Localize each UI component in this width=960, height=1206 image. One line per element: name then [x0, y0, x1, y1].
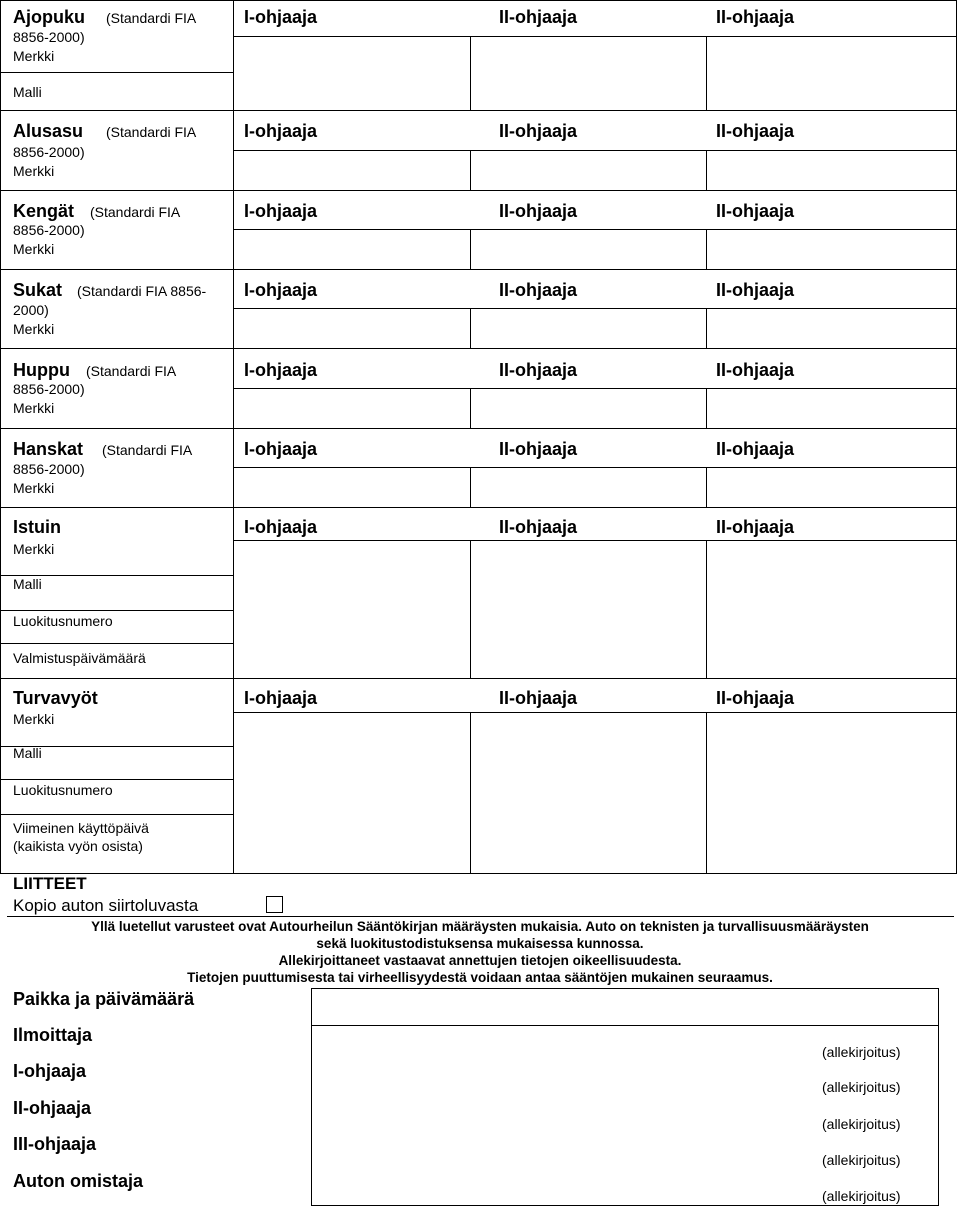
malli-label: Malli	[13, 84, 42, 100]
driver2-header: II-ohjaaja	[499, 360, 578, 380]
place-date-field[interactable]	[312, 989, 938, 1025]
equipment-name: Alusasu	[13, 121, 84, 141]
transfer-copy-checkbox[interactable]	[266, 896, 283, 913]
merkki-label: Merkki	[13, 400, 55, 416]
signer-label-ilmoittaja: Ilmoittaja	[13, 1025, 93, 1045]
standard-note: 8856-2000)	[13, 461, 85, 477]
driver1-header: I-ohjaaja	[244, 280, 318, 300]
standard-note: 2000)	[13, 302, 49, 318]
driver2-header: II-ohjaaja	[499, 517, 578, 537]
signer-label-driver1: I-ohjaaja	[13, 1061, 87, 1081]
signature-hint: (allekirjoitus)	[822, 1079, 901, 1095]
driver2-header: II-ohjaaja	[499, 7, 578, 27]
luokitusnumero-label: Luokitusnumero	[13, 782, 113, 798]
merkki-label: Merkki	[13, 711, 55, 727]
standard-note: (Standardi FIA	[106, 124, 197, 140]
driver2-header: II-ohjaaja	[499, 201, 578, 221]
merkki-label: Merkki	[13, 48, 55, 64]
merkki-label: Merkki	[13, 480, 55, 496]
standard-note: (Standardi FIA	[90, 204, 181, 220]
driver3-header: II-ohjaaja	[716, 517, 795, 537]
merkki-label: Merkki	[13, 541, 55, 557]
signer-label-driver2: II-ohjaaja	[13, 1098, 92, 1118]
driver1-header: I-ohjaaja	[244, 688, 318, 708]
signature-hint: (allekirjoitus)	[822, 1116, 901, 1132]
equipment-name: Hanskat	[13, 439, 84, 459]
driver3-header: II-ohjaaja	[716, 280, 795, 300]
driver1-header: I-ohjaaja	[244, 439, 318, 459]
signature-hint: (allekirjoitus)	[822, 1188, 901, 1204]
standard-note: 8856-2000)	[13, 144, 85, 160]
declaration-line: Tietojen puuttumisesta tai virheellisyydestä voidaan antaa sääntöjen mukainen seuraamus.	[187, 970, 773, 985]
driver2-header: II-ohjaaja	[499, 280, 578, 300]
driver2-header: II-ohjaaja	[499, 439, 578, 459]
standard-note: (Standardi FIA	[106, 10, 197, 26]
signer-label-owner: Auton omistaja	[13, 1171, 144, 1191]
driver1-header: I-ohjaaja	[244, 360, 318, 380]
equipment-name: Kengät	[13, 201, 75, 221]
declaration-line: Yllä luetellut varusteet ovat Autourheilun Sääntökirjan määräysten mukaisia. Auto on teknisten ja turvallisuusmääräysten	[91, 919, 869, 934]
equipment-name: Turvavyöt	[13, 688, 98, 708]
merkki-label: Merkki	[13, 241, 55, 257]
driver1-header: I-ohjaaja	[244, 7, 318, 27]
attachments-title: LIITTEET	[13, 874, 87, 893]
valmistuspaivamaara-label: Valmistuspäivämäärä	[13, 650, 146, 666]
driver1-header: I-ohjaaja	[244, 121, 318, 141]
malli-label: Malli	[13, 576, 42, 592]
declaration-line: Allekirjoittaneet vastaavat annettujen tietojen oikeellisuudesta.	[278, 953, 682, 968]
equipment-name: Istuin	[13, 517, 61, 537]
driver2-header: II-ohjaaja	[499, 121, 578, 141]
equipment-name: Huppu	[13, 360, 70, 380]
equipment-name: Sukat	[13, 280, 63, 300]
signature-hint: (allekirjoitus)	[822, 1044, 901, 1060]
driver3-header: II-ohjaaja	[716, 439, 795, 459]
malli-label: Malli	[13, 745, 42, 761]
driver3-header: II-ohjaaja	[716, 360, 795, 380]
driver3-header: II-ohjaaja	[716, 201, 795, 221]
standard-note: (Standardi FIA	[86, 363, 177, 379]
luokitusnumero-label: Luokitusnumero	[13, 613, 113, 629]
standard-note: 8856-2000)	[13, 381, 85, 397]
driver3-header: II-ohjaaja	[716, 121, 795, 141]
equipment-name: Ajopuku	[13, 7, 85, 27]
signature-area[interactable]	[312, 1026, 938, 1205]
standard-note: 8856-2000)	[13, 222, 85, 238]
driver2-header: II-ohjaaja	[499, 688, 578, 708]
merkki-label: Merkki	[13, 321, 55, 337]
declaration-line: sekä luokitustodistuksensa mukaisessa kunnossa.	[316, 936, 644, 951]
driver3-header: II-ohjaaja	[716, 688, 795, 708]
signature-hint: (allekirjoitus)	[822, 1152, 901, 1168]
signer-label-driver3: III-ohjaaja	[13, 1134, 97, 1154]
expiry-note: (kaikista vyön osista)	[13, 838, 143, 854]
standard-note: (Standardi FIA 8856-	[77, 283, 207, 299]
driver1-header: I-ohjaaja	[244, 201, 318, 221]
transfer-copy-label: Kopio auton siirtoluvasta	[13, 896, 199, 915]
driver1-header: I-ohjaaja	[244, 517, 318, 537]
driver3-header: II-ohjaaja	[716, 7, 795, 27]
expiry-label: Viimeinen käyttöpäivä	[13, 820, 149, 836]
merkki-label: Merkki	[13, 163, 55, 179]
declaration-text	[0, 918, 960, 986]
place-date-label: Paikka ja päivämäärä	[13, 989, 195, 1009]
standard-note: 8856-2000)	[13, 29, 85, 45]
standard-note: (Standardi FIA	[102, 442, 193, 458]
